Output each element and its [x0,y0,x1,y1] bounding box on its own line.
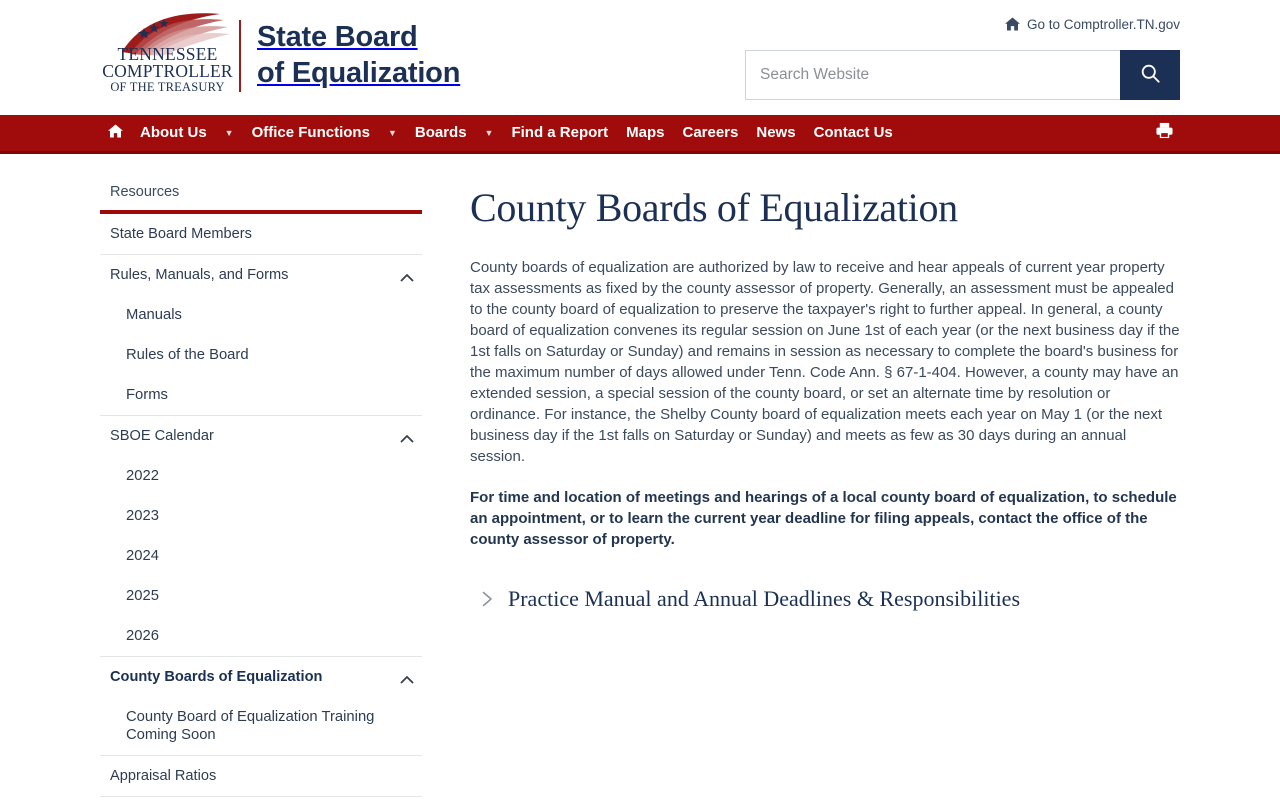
sidebar-subgroup-rules-manuals-and-forms [100,295,422,416]
sidebar-subitem-label: County Board of Equalization Training Coming Soon [126,709,375,743]
search-input[interactable] [745,50,1120,100]
sidebar-subitem-rules-of-the-board[interactable] [100,335,422,375]
chevron-down-icon[interactable]: ▼ [224,128,234,138]
chevron-up-icon [400,431,414,441]
print-icon [1155,122,1174,144]
nav-item-news[interactable]: News [756,124,796,141]
logo-line-treasury: OF THE TREASURY [110,80,225,95]
nav-item-careers[interactable]: Careers [682,124,739,141]
go-to-comptroller-label: Go to Comptroller.TN.gov [1026,16,1180,32]
sidebar-subitem-label: Manuals [126,307,182,323]
sidebar-subgroup-county-boards-of-equalization [100,697,422,756]
main-navigation [0,115,1280,154]
logo-line-comptroller: COMPTROLLER [102,61,233,82]
logo-divider [239,20,241,92]
sidebar-item-label: State Board Members [110,226,252,242]
chevron-right-icon [482,591,493,607]
site-search [745,50,1180,100]
sidebar-subitem-2025[interactable] [100,576,422,616]
logo-wordmark [100,43,235,95]
site-title-line-1: State Board [257,21,418,54]
sidebar-subitem-manuals[interactable] [100,295,422,335]
chevron-down-icon[interactable]: ▼ [387,128,397,138]
sidebar-subitem-label: 2022 [126,468,159,484]
site-title [257,20,460,91]
sidebar-subitem-label: Forms [126,387,168,403]
chevron-up-icon [400,270,414,280]
sidebar-item-label: Appraisal Ratios [110,768,217,784]
search-button[interactable] [1120,50,1180,100]
sidebar-subitem-forms[interactable] [100,375,422,415]
home-icon [108,124,123,142]
go-to-comptroller-link[interactable] [745,14,1180,34]
sidebar-subitem-label: Rules of the Board [126,347,249,363]
sidebar-subitem-2024[interactable] [100,536,422,576]
nav-item-boards[interactable]: Boards [414,124,467,141]
sidebar-item-appraisal-ratios[interactable] [100,756,422,797]
sidebar-subitem-2026[interactable] [100,616,422,656]
logo-line-tennessee: TENNESSEE [117,43,218,64]
site-logo[interactable] [100,8,460,103]
sidebar-subitem-2022[interactable] [100,456,422,496]
sidebar-subitem-label: 2023 [126,508,159,524]
sidebar-item-label: County Boards of Equalization [110,669,323,685]
site-title-line-2: of Equalization [257,56,461,89]
contact-paragraph: For time and location of meetings and hearings of a local county board of equalization, to schedule an appointment, or to learn the current year deadline for filing appeals, contact the office of the county assessor of property. [470,489,1177,548]
sidebar-item-sboe-calendar[interactable] [100,416,422,456]
site-header [0,0,1280,115]
sidebar-heading: Resources [110,184,180,200]
sidebar [100,184,446,797]
intro-paragraph: County boards of equalization are authorized by law to receive and hear appeals of current year property tax assessments as fixed by the county assessor of property. Generally, an assessment must be appealed to the county board of equalization to preserve the taxpayer's right to further appeal. In general, a county board of equalization convenes its regular session on June 1st of each year (or the next business day if the 1st falls on Saturday or Sunday) and remains in session as necessary to complete the board's business for the maximum number of days allowed under Tenn. Code Ann. § 67-1-404. However, a county may have an extended session, a special session of the county board, or set an alternate time by resolution or ordinance. For instance, the Shelby County board of equalization meets each year on May 1 (or the next business day if the 1st falls on Saturday or Sunday) and meets as few as 30 days during an annual session. [470,259,1180,465]
page-title: County Boards of Equalization [470,185,958,230]
sidebar-item-county-boards-of-equalization[interactable] [100,657,422,697]
sidebar-subitem-label: 2026 [126,628,159,644]
chevron-up-icon [400,672,414,682]
header-utility-area [745,14,1180,34]
sidebar-subitem-label: 2025 [126,588,159,604]
sidebar-item-rules-manuals-and-forms[interactable] [100,255,422,295]
print-button[interactable] [1149,115,1180,151]
chevron-down-icon[interactable]: ▼ [484,128,494,138]
nav-item-find-a-report[interactable]: Find a Report [511,124,609,141]
sidebar-subitem-2023[interactable] [100,496,422,536]
sidebar-subitem-county-board-training[interactable] [100,697,422,755]
nav-item-maps[interactable]: Maps [626,124,665,141]
sidebar-subgroup-sboe-calendar [100,456,422,657]
nav-item-contact-us[interactable]: Contact Us [813,124,893,141]
nav-item-office-functions[interactable]: Office Functions [251,124,370,141]
sidebar-item-label: Rules, Manuals, and Forms [110,267,289,283]
page-body [0,154,1280,797]
nav-item-about-us[interactable]: About Us [140,124,207,141]
home-icon [1005,17,1020,31]
comptroller-seal-logo [100,10,235,102]
nav-items [100,115,902,151]
accordion-label: Practice Manual and Annual Deadlines & Responsibilities [508,586,1021,611]
nav-home-link[interactable] [100,124,131,142]
sidebar-subitem-label: 2024 [126,548,159,564]
search-icon [1140,63,1161,87]
accordion-practice-manual[interactable] [470,586,1180,612]
sidebar-item-label: SBOE Calendar [110,428,214,444]
sidebar-item-state-board-members[interactable] [100,214,422,255]
main-content [446,184,1180,797]
